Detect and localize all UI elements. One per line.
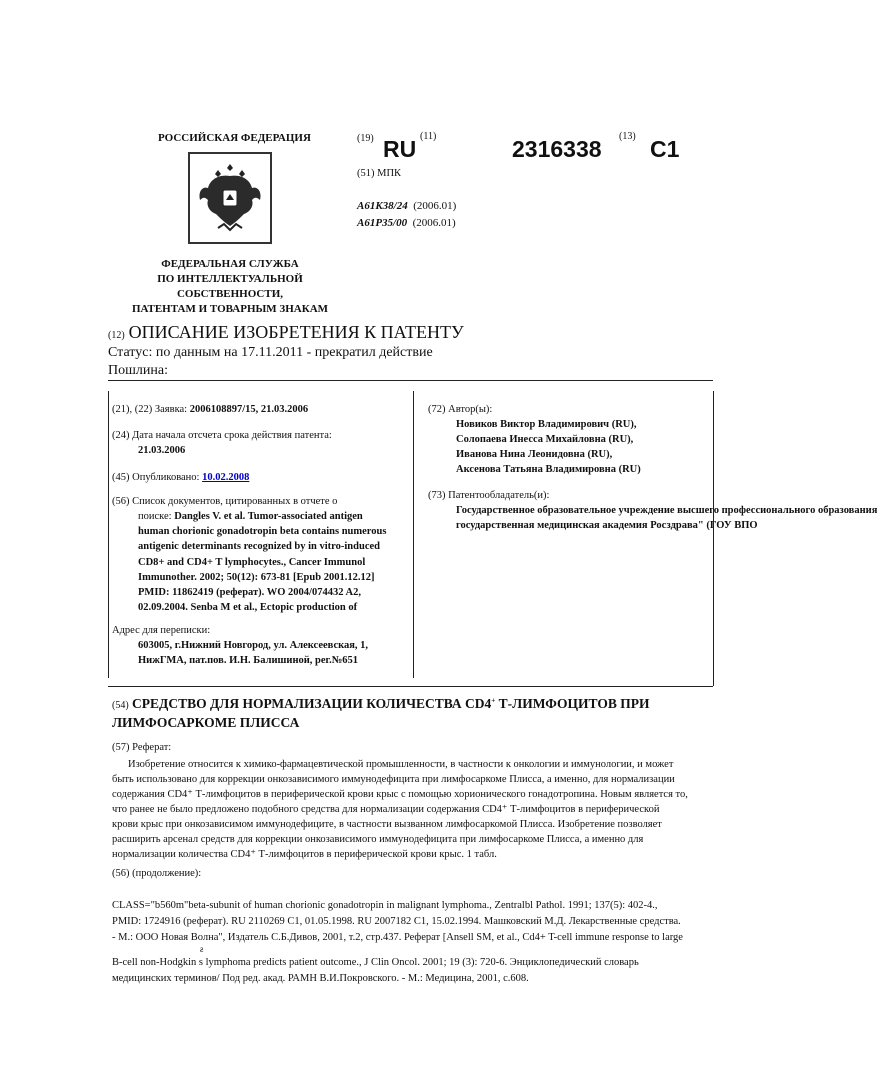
divider [108, 686, 713, 687]
divider [413, 391, 414, 678]
ipc-entry: A61P35/00 (2006.01) [357, 217, 456, 229]
publication-info: (45) Опубликовано: 10.02.2008 [112, 472, 250, 483]
abstract-label: (57) Реферат: [112, 742, 172, 753]
publication-date-link[interactable]: 10.02.2008 [202, 472, 250, 483]
address-label: Адрес для переписки: [112, 625, 211, 636]
author: Новиков Виктор Владимирович (RU), [456, 419, 637, 430]
fee-line: Пошлина: [108, 363, 168, 378]
abstract-text: Изобретение относится к химико-фармацевтической промышленности, в частности к онкологии и иммунологии, и может быть использовано для коррекции онкозависимого иммунодефицита при лимфосаркоме Плисса, а именно, для нормализации содержания CD4⁺ Т-лимфоцитов в периферической крови крыс с помощью хорионического гонадотропина. Новым является то, что ранее не было предложено подобного средства для нормализации содержания CD4⁺ Т-лимфоцитов в периферической крови крыс при онкозависимом иммунодефиците, в частности вызванном лимфосаркомой Плисса. Изобретение позволяет расширить арсенал средств для коррекции онкозависимого иммунодефицита при лимфосаркоме Плисса, а именно для нормализации количества CD4⁺ Т-лимфоцитов в периферической крови крыс. 1 табл. [112, 759, 688, 860]
country-code: RU [383, 136, 417, 162]
continuation-label: (56) (продолжение): [112, 868, 202, 879]
country-name: РОССИЙСКАЯ ФЕДЕРАЦИЯ [158, 132, 311, 144]
russian-coat-of-arms-icon [188, 152, 272, 244]
authors-list [456, 417, 641, 477]
kind-code: C1 [650, 136, 680, 162]
divider [713, 391, 714, 686]
status-line: Статус: по данным на 17.11.2011 - прекратил действие [108, 345, 433, 360]
agency-name: ФЕДЕРАЛЬНАЯ СЛУЖБА ПО ИНТЕЛЛЕКТУАЛЬНОЙ СОБСТВЕННОСТИ, ПАТЕНТАМ И ТОВАРНЫМ ЗНАКАМ [131, 258, 329, 315]
cited-documents: поиске: Dangles V. et al. Tumor-associated antigen human chorionic gonadotropin beta contains numerous antigenic determinants recognized by in vitro-induced CD8+ and CD4+ T lymphocytes., Cancer Immunol Immunother. 2002; 50(12): 673-81 [Epub 2001.12.12] PMID: 11862419 (реферат). WO 2004/074432 A2, 02.09.2004. Senba M et al., Ectopic production of [138, 511, 387, 614]
authors-label: (72) Автор(ы): [428, 404, 493, 415]
author: Солопаева Инесса Михайловна (RU), [456, 434, 634, 445]
patent-owner: Государственное образовательное учреждение высшего профессионального образования государственная медицинская академия Росздрава" (ГОУ ВПО [456, 505, 877, 531]
mpk-label: (51) МПК [357, 168, 402, 179]
author: Иванова Нина Леонидовна (RU), [456, 449, 613, 460]
address: 603005, г.Нижний Новгород, ул. Алексеевская, 1, НижГМА, пат.пов. И.Н. Балишиной, рег.№651 [138, 640, 369, 666]
divider [108, 380, 713, 381]
invention-title: (54) СРЕДСТВО ДЛЯ НОРМАЛИЗАЦИИ КОЛИЧЕСТВА CD4+ Т-ЛИМФОЦИТОВ ПРИ ЛИМФОСАРКОМЕ ПЛИССА [112, 696, 650, 730]
document-type: (12) ОПИСАНИЕ ИЗОБРЕТЕНИЯ К ПАТЕНТУ [108, 322, 464, 342]
code-11: (11) [420, 131, 437, 142]
patent-number: 2316338 [512, 136, 602, 162]
ipc-entry: A61K38/24 (2006.01) [357, 200, 457, 212]
owner-label: (73) Патентообладатель(и): [428, 490, 550, 501]
code-19: (19) [357, 133, 374, 144]
author: Аксенова Татьяна Владимировна (RU) [456, 464, 641, 475]
continuation-text: CLASS="b560m"beta-subunit of human chorionic gonadotropin in malignant lymphoma., Zentralbl Pathol. 1991; 137(5): 402-4., PMID: 1724916 (реферат). RU 2110269 C1, 01.05.1998. RU 2007182 C1, 15.02.1994. Машковский М.Д. Лекарственные средства. - М.: ООО Новая Волна", Издатель С.Б.Дивов, 2001, т.2, стр.437. Реферат [Ansell SM, et al., Cd4+ T-cell immune response to large [112, 900, 683, 943]
stray-mark: ƨ [200, 944, 204, 954]
divider [108, 391, 109, 678]
code-13: (13) [619, 131, 636, 142]
continuation-text: B-cell non-Hodgkin s lymphoma predicts patient outcome., J Clin Oncol. 2001; 19 (3): 720-6. Энциклопедический словарь медицинских терминов/ Под ред. акад. РАМН В.И.Покровского. - М.: Медицина, 2001, с.608. [112, 957, 639, 984]
term-start-value: 21.03.2006 [138, 445, 186, 456]
cited-documents-label: (56) Список документов, цитированных в отчете о [112, 496, 338, 507]
application-info: (21), (22) Заявка: 2006108897/15, 21.03.2006 [112, 404, 309, 415]
term-start-label: (24) Дата начала отсчета срока действия патента: [112, 430, 332, 441]
